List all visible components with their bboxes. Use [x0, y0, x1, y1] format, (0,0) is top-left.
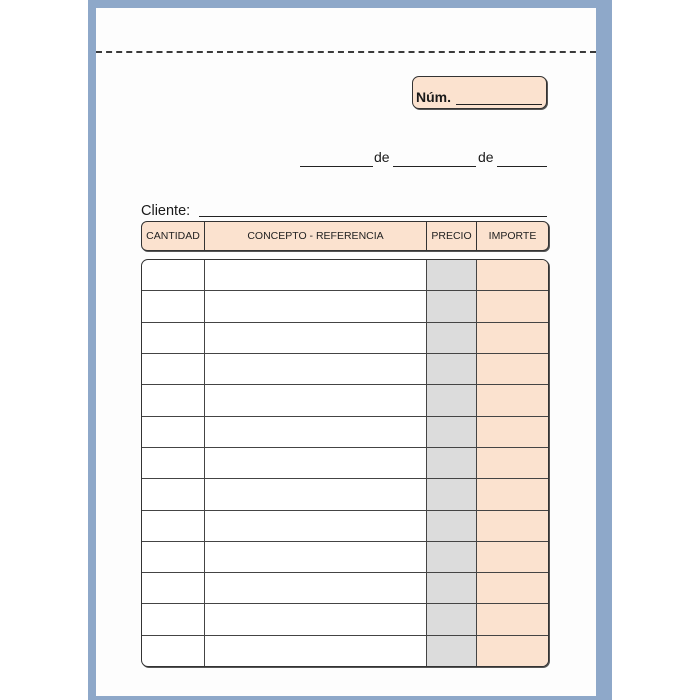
importe-cell[interactable] [477, 260, 548, 290]
table-row [142, 511, 548, 542]
precio-cell[interactable] [427, 479, 477, 509]
client-label: Cliente: [141, 203, 191, 219]
precio-cell[interactable] [427, 323, 477, 353]
table-row [142, 636, 548, 666]
cantidad-cell[interactable] [142, 323, 205, 353]
date-month-line[interactable] [393, 166, 476, 167]
concepto-cell[interactable] [205, 385, 427, 415]
precio-cell[interactable] [427, 448, 477, 478]
cantidad-cell[interactable] [142, 604, 205, 634]
cantidad-cell[interactable] [142, 636, 205, 666]
table-row [142, 604, 548, 635]
precio-cell[interactable] [427, 636, 477, 666]
importe-cell[interactable] [477, 354, 548, 384]
importe-cell[interactable] [477, 542, 548, 572]
date-connector-2: de [478, 149, 494, 165]
precio-cell[interactable] [427, 511, 477, 541]
table-row [142, 448, 548, 479]
importe-cell[interactable] [477, 604, 548, 634]
table-row [142, 291, 548, 322]
precio-cell[interactable] [427, 291, 477, 321]
precio-cell[interactable] [427, 573, 477, 603]
table-row [142, 354, 548, 385]
importe-cell[interactable] [477, 636, 548, 666]
concepto-cell[interactable] [205, 260, 427, 290]
concepto-cell[interactable] [205, 323, 427, 353]
concepto-cell[interactable] [205, 291, 427, 321]
cantidad-cell[interactable] [142, 573, 205, 603]
table-row [142, 417, 548, 448]
importe-cell[interactable] [477, 385, 548, 415]
column-header-concepto: CONCEPTO - REFERENCIA [205, 222, 427, 250]
table-row [142, 323, 548, 354]
table-row [142, 385, 548, 416]
concepto-cell[interactable] [205, 636, 427, 666]
precio-cell[interactable] [427, 385, 477, 415]
cantidad-cell[interactable] [142, 417, 205, 447]
table-body [141, 259, 549, 667]
table-row [142, 260, 548, 291]
concepto-cell[interactable] [205, 511, 427, 541]
cantidad-cell[interactable] [142, 354, 205, 384]
importe-cell[interactable] [477, 323, 548, 353]
column-header-precio: PRECIO [427, 222, 477, 250]
importe-cell[interactable] [477, 417, 548, 447]
column-header-importe: IMPORTE [488, 230, 537, 242]
cantidad-cell[interactable] [142, 385, 205, 415]
table-row [142, 542, 548, 573]
concepto-cell[interactable] [205, 604, 427, 634]
importe-cell[interactable] [477, 448, 548, 478]
client-line[interactable] [199, 216, 547, 217]
precio-cell[interactable] [427, 354, 477, 384]
concepto-cell[interactable] [205, 417, 427, 447]
date-year-line[interactable] [497, 166, 547, 167]
importe-cell[interactable] [477, 511, 548, 541]
invoice-number-line [456, 104, 542, 105]
concepto-cell[interactable] [205, 573, 427, 603]
precio-cell[interactable] [427, 260, 477, 290]
table-row [142, 573, 548, 604]
precio-cell[interactable] [427, 417, 477, 447]
importe-cell[interactable] [477, 573, 548, 603]
cantidad-cell[interactable] [142, 448, 205, 478]
concepto-cell[interactable] [205, 354, 427, 384]
precio-cell[interactable] [427, 542, 477, 572]
concepto-cell[interactable] [205, 448, 427, 478]
concepto-cell[interactable] [205, 542, 427, 572]
importe-cell[interactable] [477, 479, 548, 509]
concepto-cell[interactable] [205, 479, 427, 509]
perforation-line [96, 51, 596, 53]
date-day-line[interactable] [300, 166, 373, 167]
cantidad-cell[interactable] [142, 291, 205, 321]
cantidad-cell[interactable] [142, 260, 205, 290]
cantidad-cell[interactable] [142, 542, 205, 572]
cantidad-cell[interactable] [142, 479, 205, 509]
table-row [142, 479, 548, 510]
importe-cell[interactable] [477, 291, 548, 321]
column-header-cantidad: CANTIDAD [142, 222, 205, 250]
precio-cell[interactable] [427, 604, 477, 634]
date-connector-1: de [374, 149, 390, 165]
table-header [141, 221, 549, 251]
invoice-number-label: Núm. [416, 89, 451, 105]
cantidad-cell[interactable] [142, 511, 205, 541]
